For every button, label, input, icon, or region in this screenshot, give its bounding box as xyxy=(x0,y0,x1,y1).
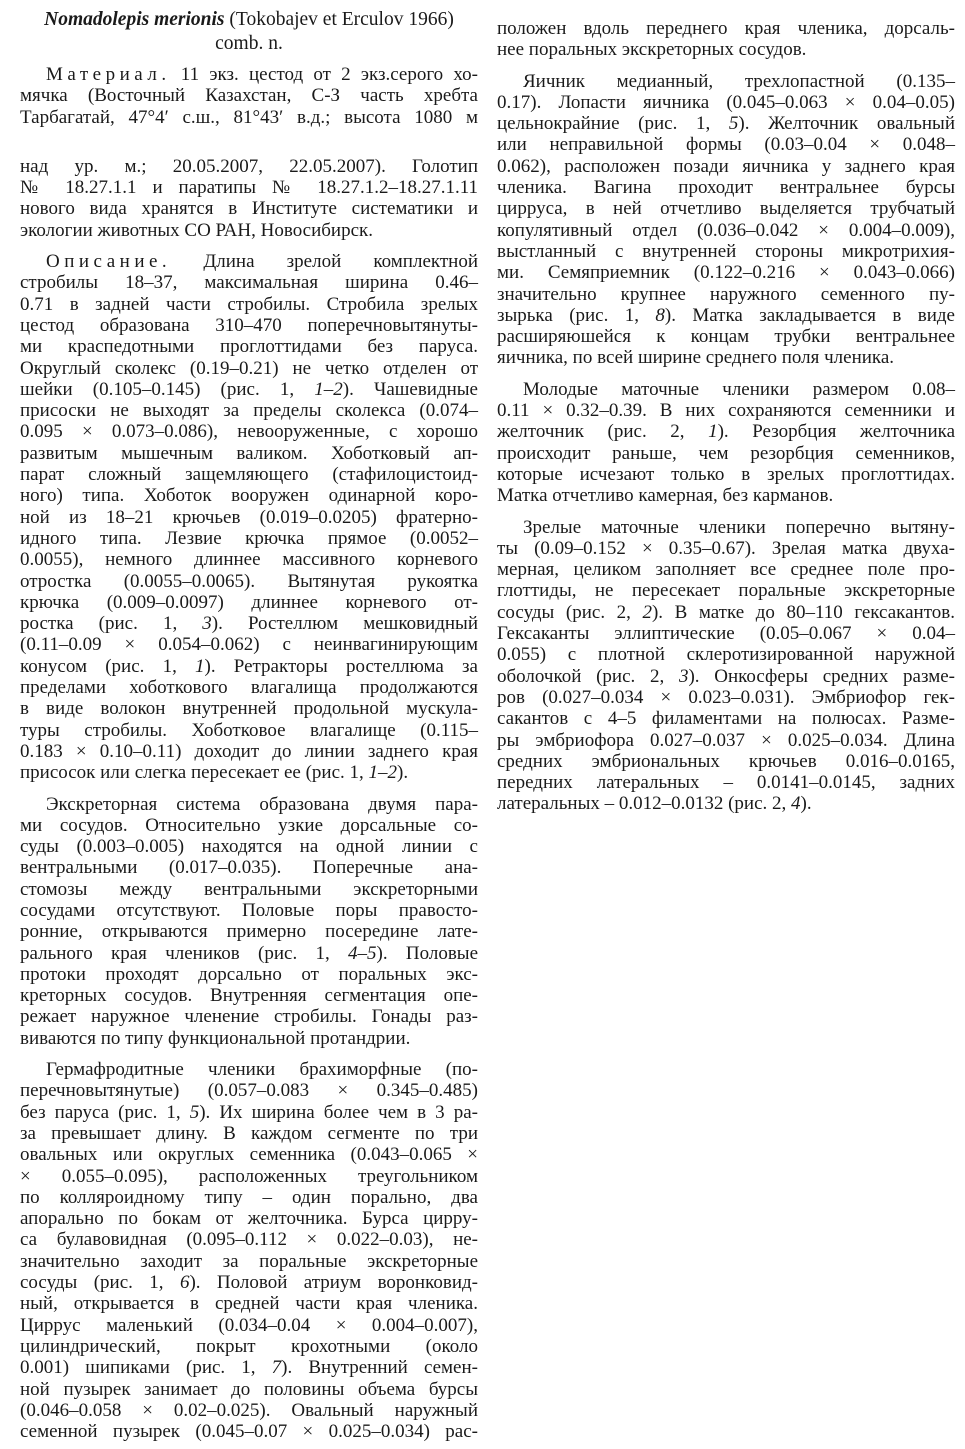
text-line xyxy=(20,900,478,921)
line-text: режает наружное членение стробилы. Гонады раз- xyxy=(20,1006,478,1028)
line-text: Экскреторная система образована двумя пара- xyxy=(46,793,478,815)
line-text: 11 экз. цестод от 2 экз.серого хо- xyxy=(170,64,478,85)
text-line xyxy=(20,656,478,677)
line-text: рального края члеников (рис. 1, xyxy=(20,942,349,964)
text-line xyxy=(20,1123,478,1144)
text-line xyxy=(20,1059,478,1080)
line-text: ты (0.09–0.152 × 0.35–0.67). Зрелая матка двуха- xyxy=(497,537,955,559)
line-text: 0.0055), немного длиннее массивного корневого xyxy=(20,549,478,571)
line-text: значительно крупнее наружного семенного пу- xyxy=(497,283,955,305)
line-text: перечновытянутые) (0.057–0.083 × 0.345–0.485) xyxy=(20,1080,478,1102)
text-line xyxy=(20,358,478,379)
figure-reference: 1–2 xyxy=(314,378,343,400)
section-label: Описание. xyxy=(46,251,172,273)
text-line xyxy=(497,262,955,283)
text-line xyxy=(20,1229,478,1250)
right-column xyxy=(497,18,955,815)
text-line xyxy=(20,107,478,128)
line-text: Гексаканты эллиптические (0.05–0.067 × 0.04– xyxy=(497,623,955,645)
line-text: мерная, целиком заполняет все среднее поле про- xyxy=(497,559,955,581)
line-text: 0.183 × 0.10–0.11) доходит до линии заднего края xyxy=(20,740,478,762)
line-text: Округлый сколекс (0.19–0.21) не четко отделен от xyxy=(20,357,478,379)
line-text: (0.11–0.09 × 0.054–0.062) с неинвагинирующим xyxy=(20,634,478,656)
text-line xyxy=(497,602,955,623)
line-text: над ур. м.; 20.05.2007, 22.05.2007). Голотип xyxy=(20,155,478,177)
line-text: 0.055) с плотной склеротизированной наружной xyxy=(497,644,955,666)
text-line xyxy=(497,134,955,155)
text-line xyxy=(20,1357,478,1378)
line-text: протоки проходят дорсально от поральных экс- xyxy=(20,963,478,985)
figure-reference: 1 xyxy=(195,655,205,677)
line-text: идного типа. Лезвие крючка прямое (0.0052– xyxy=(20,527,478,549)
paragraph xyxy=(20,156,478,241)
text-line xyxy=(20,1166,478,1187)
text-line xyxy=(497,793,955,814)
line-text: происходит раньше, чем резорбция семенников, xyxy=(497,442,955,464)
line-text: парат сложный защемляющего (стафилоцистоид- xyxy=(20,464,478,486)
line-text: конусом (рис. 1, xyxy=(20,655,196,677)
text-line xyxy=(20,1208,478,1229)
text-line xyxy=(20,985,478,1006)
line-text: креторных сосудов. Внутренняя сегментация опе- xyxy=(20,985,478,1007)
text-line xyxy=(497,443,955,464)
figure-reference: 2 xyxy=(642,601,652,623)
text-line xyxy=(20,762,478,783)
text-line xyxy=(497,400,955,421)
text-line xyxy=(20,315,478,336)
line-text: желточник (рис. 2, xyxy=(497,421,709,443)
line-text: или неправильной формы (0.03–0.04 × 0.048– xyxy=(497,134,955,156)
line-text: вентральными (0.017–0.035). Поперечные ана- xyxy=(20,857,478,879)
text-line xyxy=(20,1028,478,1049)
text-line xyxy=(497,177,955,198)
text-line xyxy=(497,751,955,772)
text-line xyxy=(20,294,478,315)
text-line xyxy=(497,485,955,506)
text-line xyxy=(20,64,478,85)
line-text: ной из 18–21 крючьев (0.019–0.0205) фратерно- xyxy=(20,506,478,528)
text-line xyxy=(497,241,955,262)
species-heading xyxy=(20,8,478,56)
text-line xyxy=(20,485,478,506)
paragraph xyxy=(20,64,478,128)
line-text: копулятивный отдел (0.036–0.042 × 0.004–0.009), xyxy=(497,219,955,241)
text-line xyxy=(497,347,955,368)
text-line xyxy=(20,1272,478,1293)
line-text: экологии животных СО РАН, Новосибирск. xyxy=(20,219,374,241)
text-line xyxy=(20,879,478,900)
text-line xyxy=(497,284,955,305)
combination-note: comb. n. xyxy=(215,33,283,54)
text-line xyxy=(20,571,478,592)
line-text: ). xyxy=(397,762,409,784)
text-line xyxy=(20,1400,478,1421)
line-text: цилиндрический, покрыт крохотными (около xyxy=(20,1335,478,1357)
line-text: ный, открывается в средней части края членика. xyxy=(20,1293,478,1315)
text-line xyxy=(20,720,478,741)
text-line xyxy=(20,400,478,421)
line-text: ). Матка закладывается в виде xyxy=(664,304,955,326)
text-line xyxy=(20,1379,478,1400)
line-text: цельнокрайние (рис. 1, xyxy=(497,113,729,135)
text-line xyxy=(20,677,478,698)
text-line xyxy=(497,198,955,219)
line-text: цестод образована 310–470 поперечновытянуты- xyxy=(20,314,478,336)
text-line xyxy=(497,156,955,177)
paragraph xyxy=(20,251,478,783)
line-text: цирруса, в ней отчетливо выделяется трубчатый xyxy=(497,198,955,220)
line-text: расширяюшейся к концам трубки вентральнее xyxy=(497,326,955,348)
figure-reference: 6 xyxy=(179,1272,190,1294)
line-text: яичника, по всей ширине среднего поля членика. xyxy=(497,347,895,369)
line-text: шейки (0.105–0.145) (рис. 1, xyxy=(20,378,315,400)
figure-reference: 4 xyxy=(791,793,801,815)
line-text: Молодые маточные членики размером 0.08– xyxy=(523,378,955,400)
figure-reference: 8 xyxy=(655,304,665,326)
line-text: положен вдоль переднего края членика, дорсаль- xyxy=(497,18,955,39)
line-text: присоски не выходят за пределы сколекса (0.074– xyxy=(20,400,478,422)
line-text: в виде волокон внутренней продольной мускула- xyxy=(20,698,478,720)
text-line xyxy=(20,1187,478,1208)
text-line xyxy=(20,921,478,942)
line-text: ). Ретракторы ростеллюма за xyxy=(204,655,478,677)
text-line xyxy=(20,272,478,293)
text-line xyxy=(20,220,478,241)
text-line xyxy=(20,336,478,357)
text-line xyxy=(497,687,955,708)
line-text: стомозы между вентральными экскреторными xyxy=(20,878,478,900)
line-text: ). Их ширина более чем в 3 ра- xyxy=(199,1101,478,1123)
line-text: ). Половой атриум воронковид- xyxy=(189,1272,478,1294)
line-text: (0.046–0.058 × 0.02–0.025). Овальный наружный xyxy=(20,1399,478,1421)
line-text: ми. Семяприемник (0.122–0.216 × 0.043–0.066) xyxy=(497,262,955,284)
text-line xyxy=(497,623,955,644)
text-line xyxy=(497,71,955,92)
text-line xyxy=(497,708,955,729)
line-text: крючка (0.009–0.0097) длиннее корневого от- xyxy=(20,591,478,613)
species-name: Nomadolepis merionis xyxy=(44,9,225,30)
line-text: туры стробилы. Хоботковое влагалище (0.115– xyxy=(20,719,478,741)
text-line xyxy=(20,1251,478,1272)
text-line xyxy=(20,1102,478,1123)
text-line xyxy=(20,1144,478,1165)
line-text: сосуды (рис. 2, xyxy=(497,601,643,623)
line-text: ). Внутренний семен- xyxy=(281,1357,478,1379)
paragraph xyxy=(20,794,478,1050)
text-line xyxy=(20,85,478,106)
text-line xyxy=(497,379,955,400)
line-text: овальных или округлых семенника (0.043–0.065 × xyxy=(20,1144,478,1166)
line-text: средних эмбриональных крючьев 0.016–0.0165, xyxy=(497,750,955,772)
text-line xyxy=(497,92,955,113)
text-line xyxy=(497,538,955,559)
line-text: Тарбагатай, 47°4′ с.ш., 81°43′ в.д.; высота 1080 м xyxy=(20,106,478,128)
line-text: ). Желточник овальный xyxy=(738,113,955,135)
text-line xyxy=(20,507,478,528)
line-text: № 18.27.1.1 и паратипы № 18.27.1.2–18.27.1.11 xyxy=(20,177,478,199)
line-text: ). Онкосферы средних разме- xyxy=(688,665,955,687)
text-line xyxy=(20,698,478,719)
figure-reference: 5 xyxy=(728,113,739,135)
text-line xyxy=(20,528,478,549)
line-text: членика. Вагина проходит вентральнее бурсы xyxy=(497,177,955,199)
text-line xyxy=(497,644,955,665)
text-line xyxy=(20,1336,478,1357)
line-text: ронние, открываются примерно посередине лате- xyxy=(20,921,478,943)
text-line xyxy=(20,443,478,464)
line-text: сакантов с 4–5 филаментами на полюсах. Разме- xyxy=(497,708,955,730)
text-line xyxy=(497,421,955,442)
text-line xyxy=(20,815,478,836)
line-text: ). xyxy=(800,793,812,815)
paragraph xyxy=(497,18,955,61)
line-text: ми сосудов. Относительно узкие дорсальные со- xyxy=(20,814,478,836)
text-line xyxy=(497,464,955,485)
figure-reference: 5 xyxy=(189,1101,200,1123)
line-text: присосок или слегка пересекает ее (рис. 1, xyxy=(20,762,369,784)
figure-reference: 3 xyxy=(678,665,689,687)
line-text: сосуды (рис. 1, xyxy=(20,1272,180,1294)
text-line xyxy=(20,379,478,400)
text-line xyxy=(20,177,478,198)
text-line xyxy=(20,592,478,613)
line-text: ров (0.027–0.034 × 0.023–0.031). Эмбриофор гек- xyxy=(497,686,955,708)
text-line xyxy=(20,634,478,655)
text-line xyxy=(497,326,955,347)
paragraph xyxy=(497,517,955,815)
text-line xyxy=(20,613,478,634)
text-line xyxy=(497,580,955,601)
line-text: ростка (рис. 1, xyxy=(20,613,203,635)
line-text: развитым мышечным валиком. Хоботковый ап- xyxy=(20,442,478,464)
left-column xyxy=(20,8,478,1442)
line-text: латеральных – 0.012–0.0132 (рис. 2, xyxy=(497,793,792,815)
line-text: Циррус маленький (0.034–0.04 × 0.004–0.007), xyxy=(20,1314,478,1336)
text-line xyxy=(20,156,478,177)
text-line xyxy=(20,741,478,762)
line-text: ). Ростеллюм мешковидный xyxy=(211,613,478,635)
species-title-line xyxy=(20,8,478,32)
line-text: семенной пузырек (0.045–0.07 × 0.025–0.034) рас- xyxy=(20,1421,478,1443)
line-text: ры эмбриофора 0.027–0.037 × 0.025–0.034. Длина xyxy=(497,729,955,751)
line-text: 0.11 × 0.32–0.39. В них сохраняются семенники и xyxy=(497,400,955,422)
left-column-text xyxy=(20,64,478,1442)
line-text: зырька (рис. 1, xyxy=(497,304,656,326)
text-line xyxy=(497,559,955,580)
line-text: Длина зрелой комплектной xyxy=(171,251,478,273)
text-line xyxy=(20,1293,478,1314)
paragraph xyxy=(497,379,955,507)
line-text: без паруса (рис. 1, xyxy=(20,1101,190,1123)
species-authors: (Tokobajev et Erculov 1966) xyxy=(224,9,454,30)
line-text: сосудами отсутствуют. Половые поры правосто- xyxy=(20,899,478,921)
line-text: Яичник медианный, трехлопастной (0.135– xyxy=(523,70,955,92)
text-line xyxy=(20,794,478,815)
text-line xyxy=(20,964,478,985)
line-text: × 0.055–0.095), расположенных треугольником xyxy=(20,1165,478,1187)
line-text: ми краспедотными проглоттидами без паруса. xyxy=(20,336,478,358)
text-line xyxy=(20,1080,478,1101)
line-text: 0.095 × 0.073–0.086), невооруженные, с хорошо xyxy=(20,421,478,443)
text-line xyxy=(20,1315,478,1336)
line-text: 0.062), расположен позади яичника у заднего края xyxy=(497,155,955,177)
line-text: виваются по типу функциональной протандрии. xyxy=(20,1027,411,1049)
text-line xyxy=(20,1421,478,1442)
line-text: глоттиды, не пересекает поральные экскреторные xyxy=(497,580,955,602)
text-line xyxy=(20,943,478,964)
line-text: ной пузырек занимает до половины объема бурсы xyxy=(20,1378,478,1400)
line-text: ного) типа. Хоботок вооружен одинарной коро- xyxy=(20,485,478,507)
figure-reference: 3 xyxy=(202,613,212,635)
text-line xyxy=(20,464,478,485)
line-text: выстланный с внутренней стороны микротрихия- xyxy=(497,240,955,262)
line-text: 0.17). Лопасти яичника (0.045–0.063 × 0.04–0.05) xyxy=(497,91,955,113)
line-text: ). В матке до 80–110 гексакантов. xyxy=(651,601,955,623)
line-text: отростка (0.0055–0.0065). Вытянутая рукоятка xyxy=(20,570,478,592)
text-line xyxy=(20,857,478,878)
line-text: Гермафродитные членики брахиморфные (по- xyxy=(46,1059,478,1081)
line-text: мячка (Восточный Казахстан, С-З часть хребта xyxy=(20,85,478,107)
line-text: ). Половые xyxy=(376,942,478,964)
line-text: ). Чашевидные xyxy=(342,378,478,400)
line-text: передних латеральных – 0.0141–0.0145, задних xyxy=(497,772,955,794)
text-line xyxy=(497,18,955,39)
line-text: апорально по бокам от желточника. Бурса цирру- xyxy=(20,1208,478,1230)
paragraph xyxy=(497,71,955,369)
text-line xyxy=(20,421,478,442)
line-text: Матка отчетливо камерная, без карманов. xyxy=(497,485,834,507)
line-text: значительно заходит за поральные экскреторные xyxy=(20,1250,478,1272)
text-line xyxy=(20,549,478,570)
text-line xyxy=(497,730,955,751)
line-text: по колляроидному типу – один порально, два xyxy=(20,1186,478,1208)
figure-reference: 7 xyxy=(271,1357,282,1379)
line-text: за превышает длину. В каждом сегменте по три xyxy=(20,1122,478,1144)
text-line xyxy=(497,220,955,241)
text-line xyxy=(497,113,955,134)
text-line xyxy=(20,251,478,272)
section-label: Материал. xyxy=(46,64,171,85)
text-line xyxy=(497,39,955,60)
figure-reference: 1–2 xyxy=(368,762,398,784)
text-line xyxy=(497,772,955,793)
text-line xyxy=(20,836,478,857)
text-line xyxy=(497,305,955,326)
text-line xyxy=(497,517,955,538)
text-line xyxy=(497,666,955,687)
figure-reference: 4–5 xyxy=(348,942,377,964)
line-text: пределами хоботкового влагалища продолжаются xyxy=(20,677,478,699)
line-text: 0.71 в задней части стробилы. Стробила зрелых xyxy=(20,293,478,315)
line-text: стробилы 18–37, максимальная ширина 0.46– xyxy=(20,272,478,294)
text-line xyxy=(20,1006,478,1027)
line-text: которые исчезают только в зрелых проглоттидах. xyxy=(497,463,955,485)
line-text: ). Резорбция желточника xyxy=(717,421,955,443)
line-text: оболочкой (рис. 2, xyxy=(497,665,679,687)
line-text: 0.001) шипиками (рис. 1, xyxy=(20,1357,272,1379)
line-text: нового вида хранятся в Институте систематики и xyxy=(20,198,478,220)
text-line xyxy=(20,198,478,219)
line-text: нее поральных экскреторных сосудов. xyxy=(497,39,807,61)
paragraph xyxy=(20,1059,478,1442)
line-text: суды (0.003–0.005) находятся на одной линии с xyxy=(20,836,478,858)
right-column-text xyxy=(497,18,955,815)
line-text: Зрелые маточные членики поперечно вытяну- xyxy=(523,516,955,538)
line-text: са булавовидная (0.095–0.112 × 0.022–0.03), не- xyxy=(20,1229,478,1251)
figure-reference: 1 xyxy=(708,421,718,443)
